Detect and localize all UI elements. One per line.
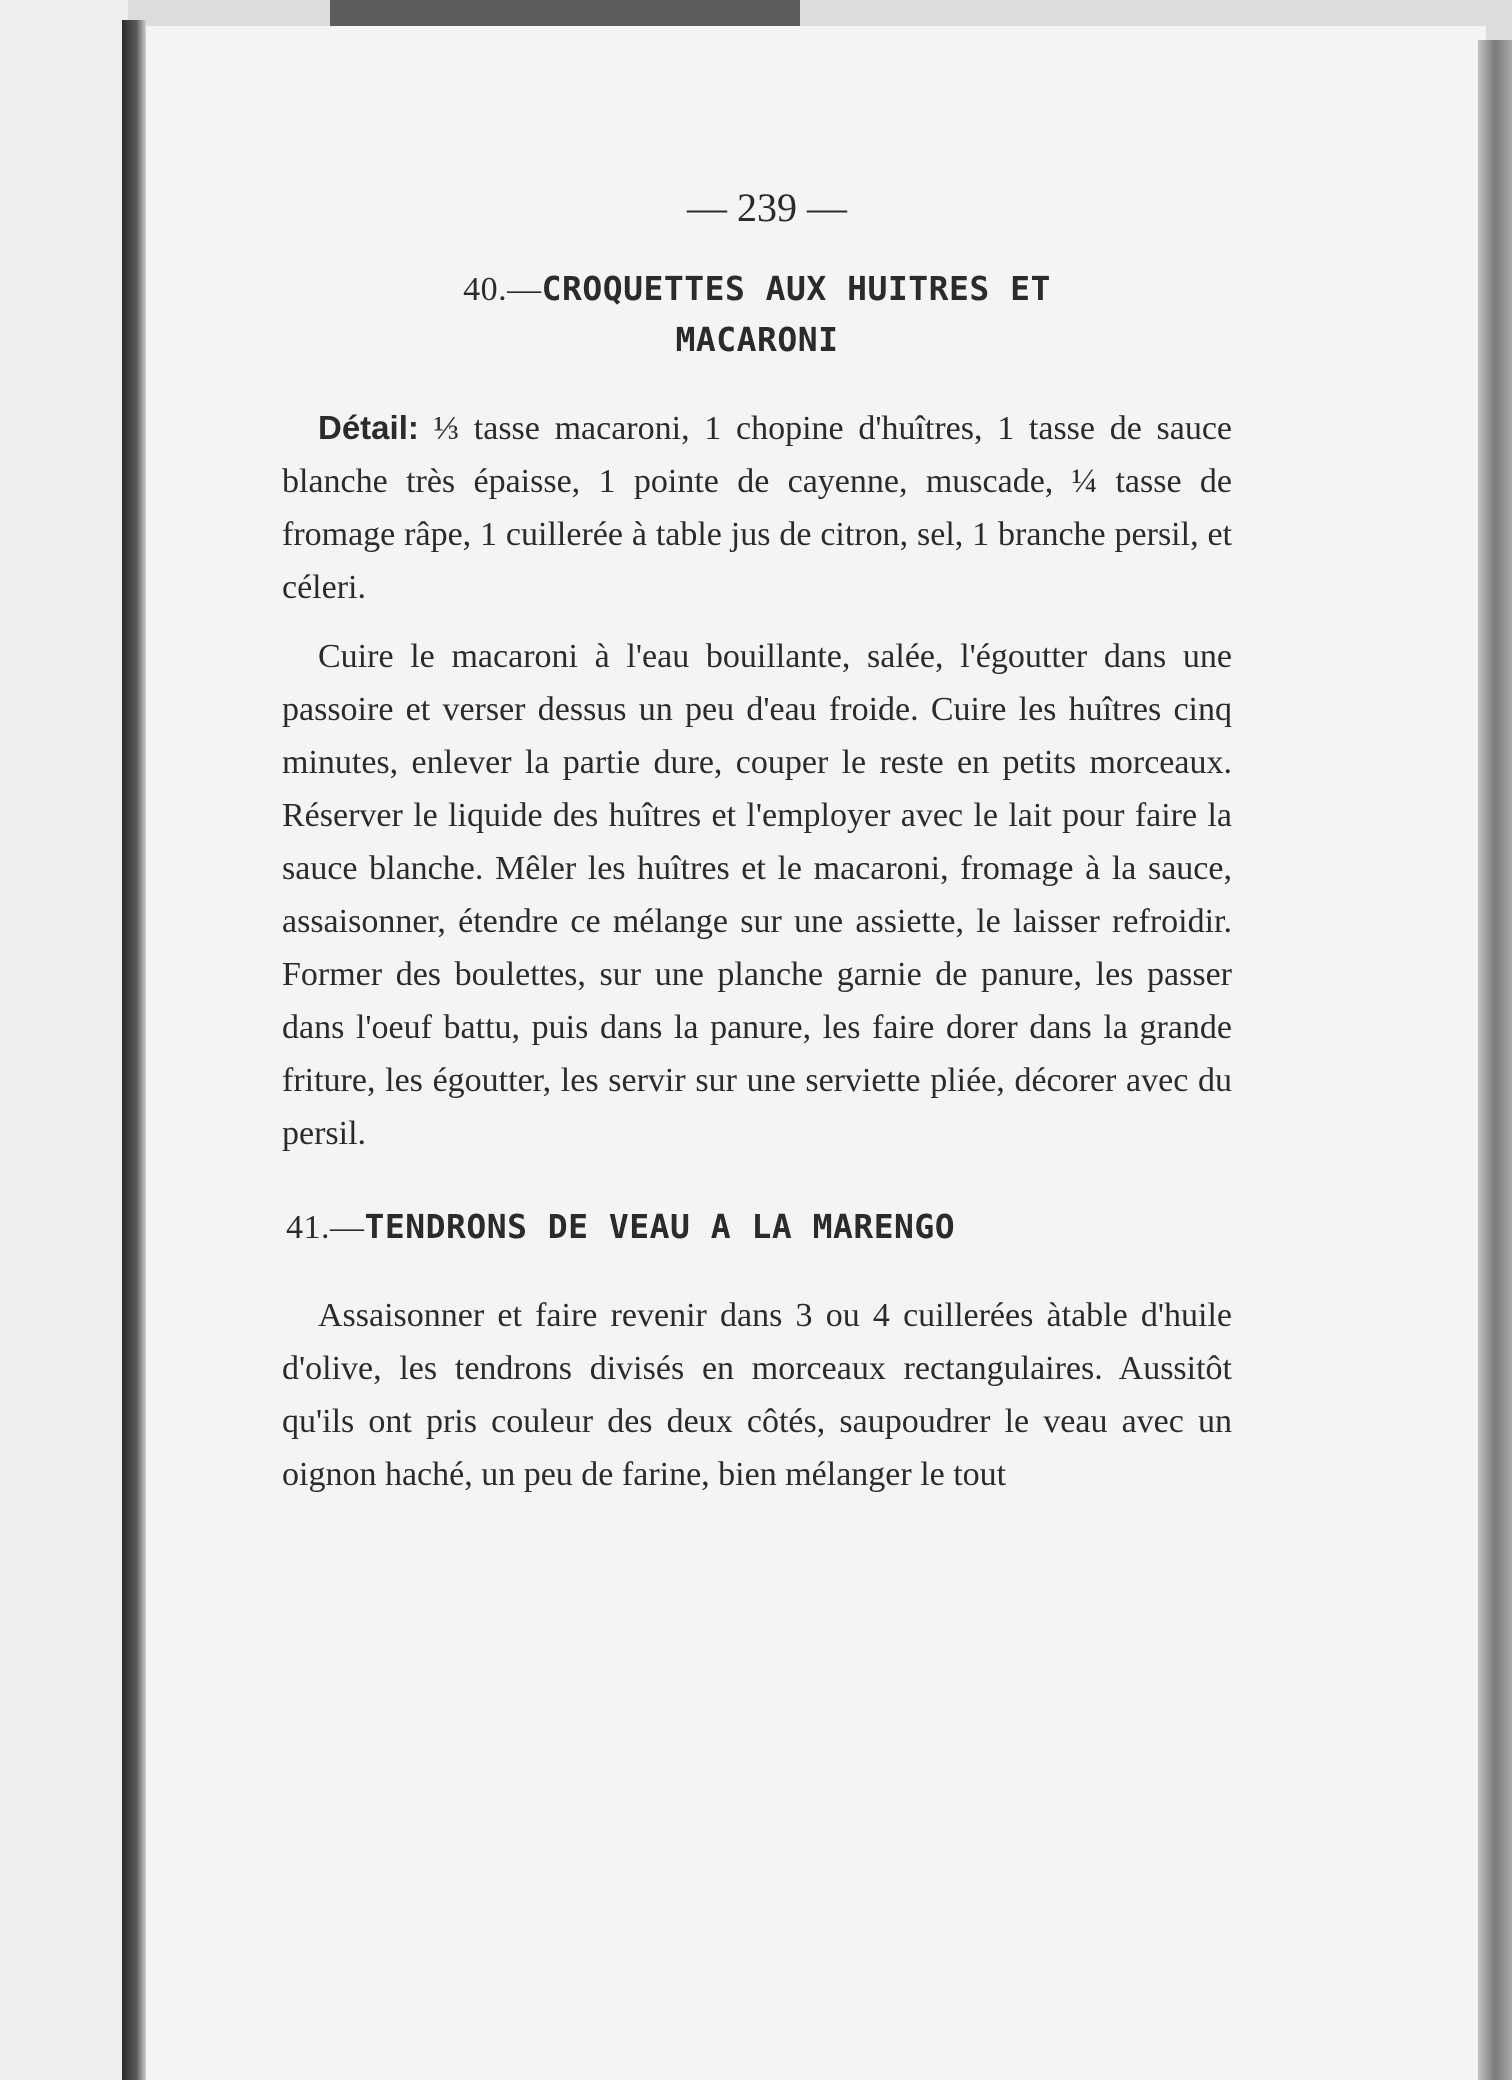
recipe-number: 40.— xyxy=(463,271,542,308)
recipe-title-line1: CROQUETTES AUX HUITRES ET xyxy=(541,269,1051,308)
recipe-title xyxy=(282,264,1232,365)
page-number: — 239 — xyxy=(687,185,847,230)
recipe-title xyxy=(282,1202,1232,1253)
recipe-41 xyxy=(282,1202,1232,1501)
instructions-paragraph: Cuire le macaroni à l'eau bouillante, salée, l'égoutter dans une passoire et verser dessus un peu d'eau froide. Cuire les huîtres cinq minutes, enlever la partie dure, couper le reste en petits morceaux. Réserver le liquide des huîtres et l'employer avec le lait pour faire la sauce blanche. Mêler les huîtres et le macaroni, fromage à la sauce, assaisonner, étendre ce mélange sur une assiette, le laisser refroidir. Former des boulettes, sur une planche garnie de panure, les passer dans l'oeuf battu, puis dans la panure, les faire dorer dans la grande friture, les égoutter, les servir sur une serviette pliée, décorer avec du persil. xyxy=(282,638,1232,1152)
instructions-paragraph: Assaisonner et faire revenir dans 3 ou 4 cuillerées àtable d'huile d'olive, les tendrons divisés en morceaux rectangulaires. Aussitôt qu'ils ont pris couleur des deux côtés, saupoudrer le veau avec un oignon haché, un peu de farine, bien mélanger le tout xyxy=(282,1297,1232,1493)
page-edge-shadow xyxy=(1478,40,1512,2080)
book-gutter xyxy=(122,20,146,2080)
page-content xyxy=(282,182,1232,1501)
recipe-number: 41.— xyxy=(286,1209,365,1246)
ingredients-text: ⅓ tasse macaroni, 1 chopine d'huîtres, 1 tasse de sauce blanche très épaisse, 1 pointe de cayenne, muscade, ¼ tasse de fromage râpe, 1 cuillerée à table jus de citron, sel, 1 branche persil, et céleri. xyxy=(282,410,1233,606)
recipe-title-line2: MACARONI xyxy=(675,320,839,359)
recipe-title-line1: TENDRONS DE VEAU A LA MARENGO xyxy=(364,1207,956,1246)
binding-shadow-top xyxy=(330,0,800,28)
facing-page-margin xyxy=(0,0,128,2080)
ingredients-paragraph xyxy=(282,401,1232,614)
detail-label: Détail: xyxy=(318,409,419,446)
recipe-40 xyxy=(282,264,1232,1160)
